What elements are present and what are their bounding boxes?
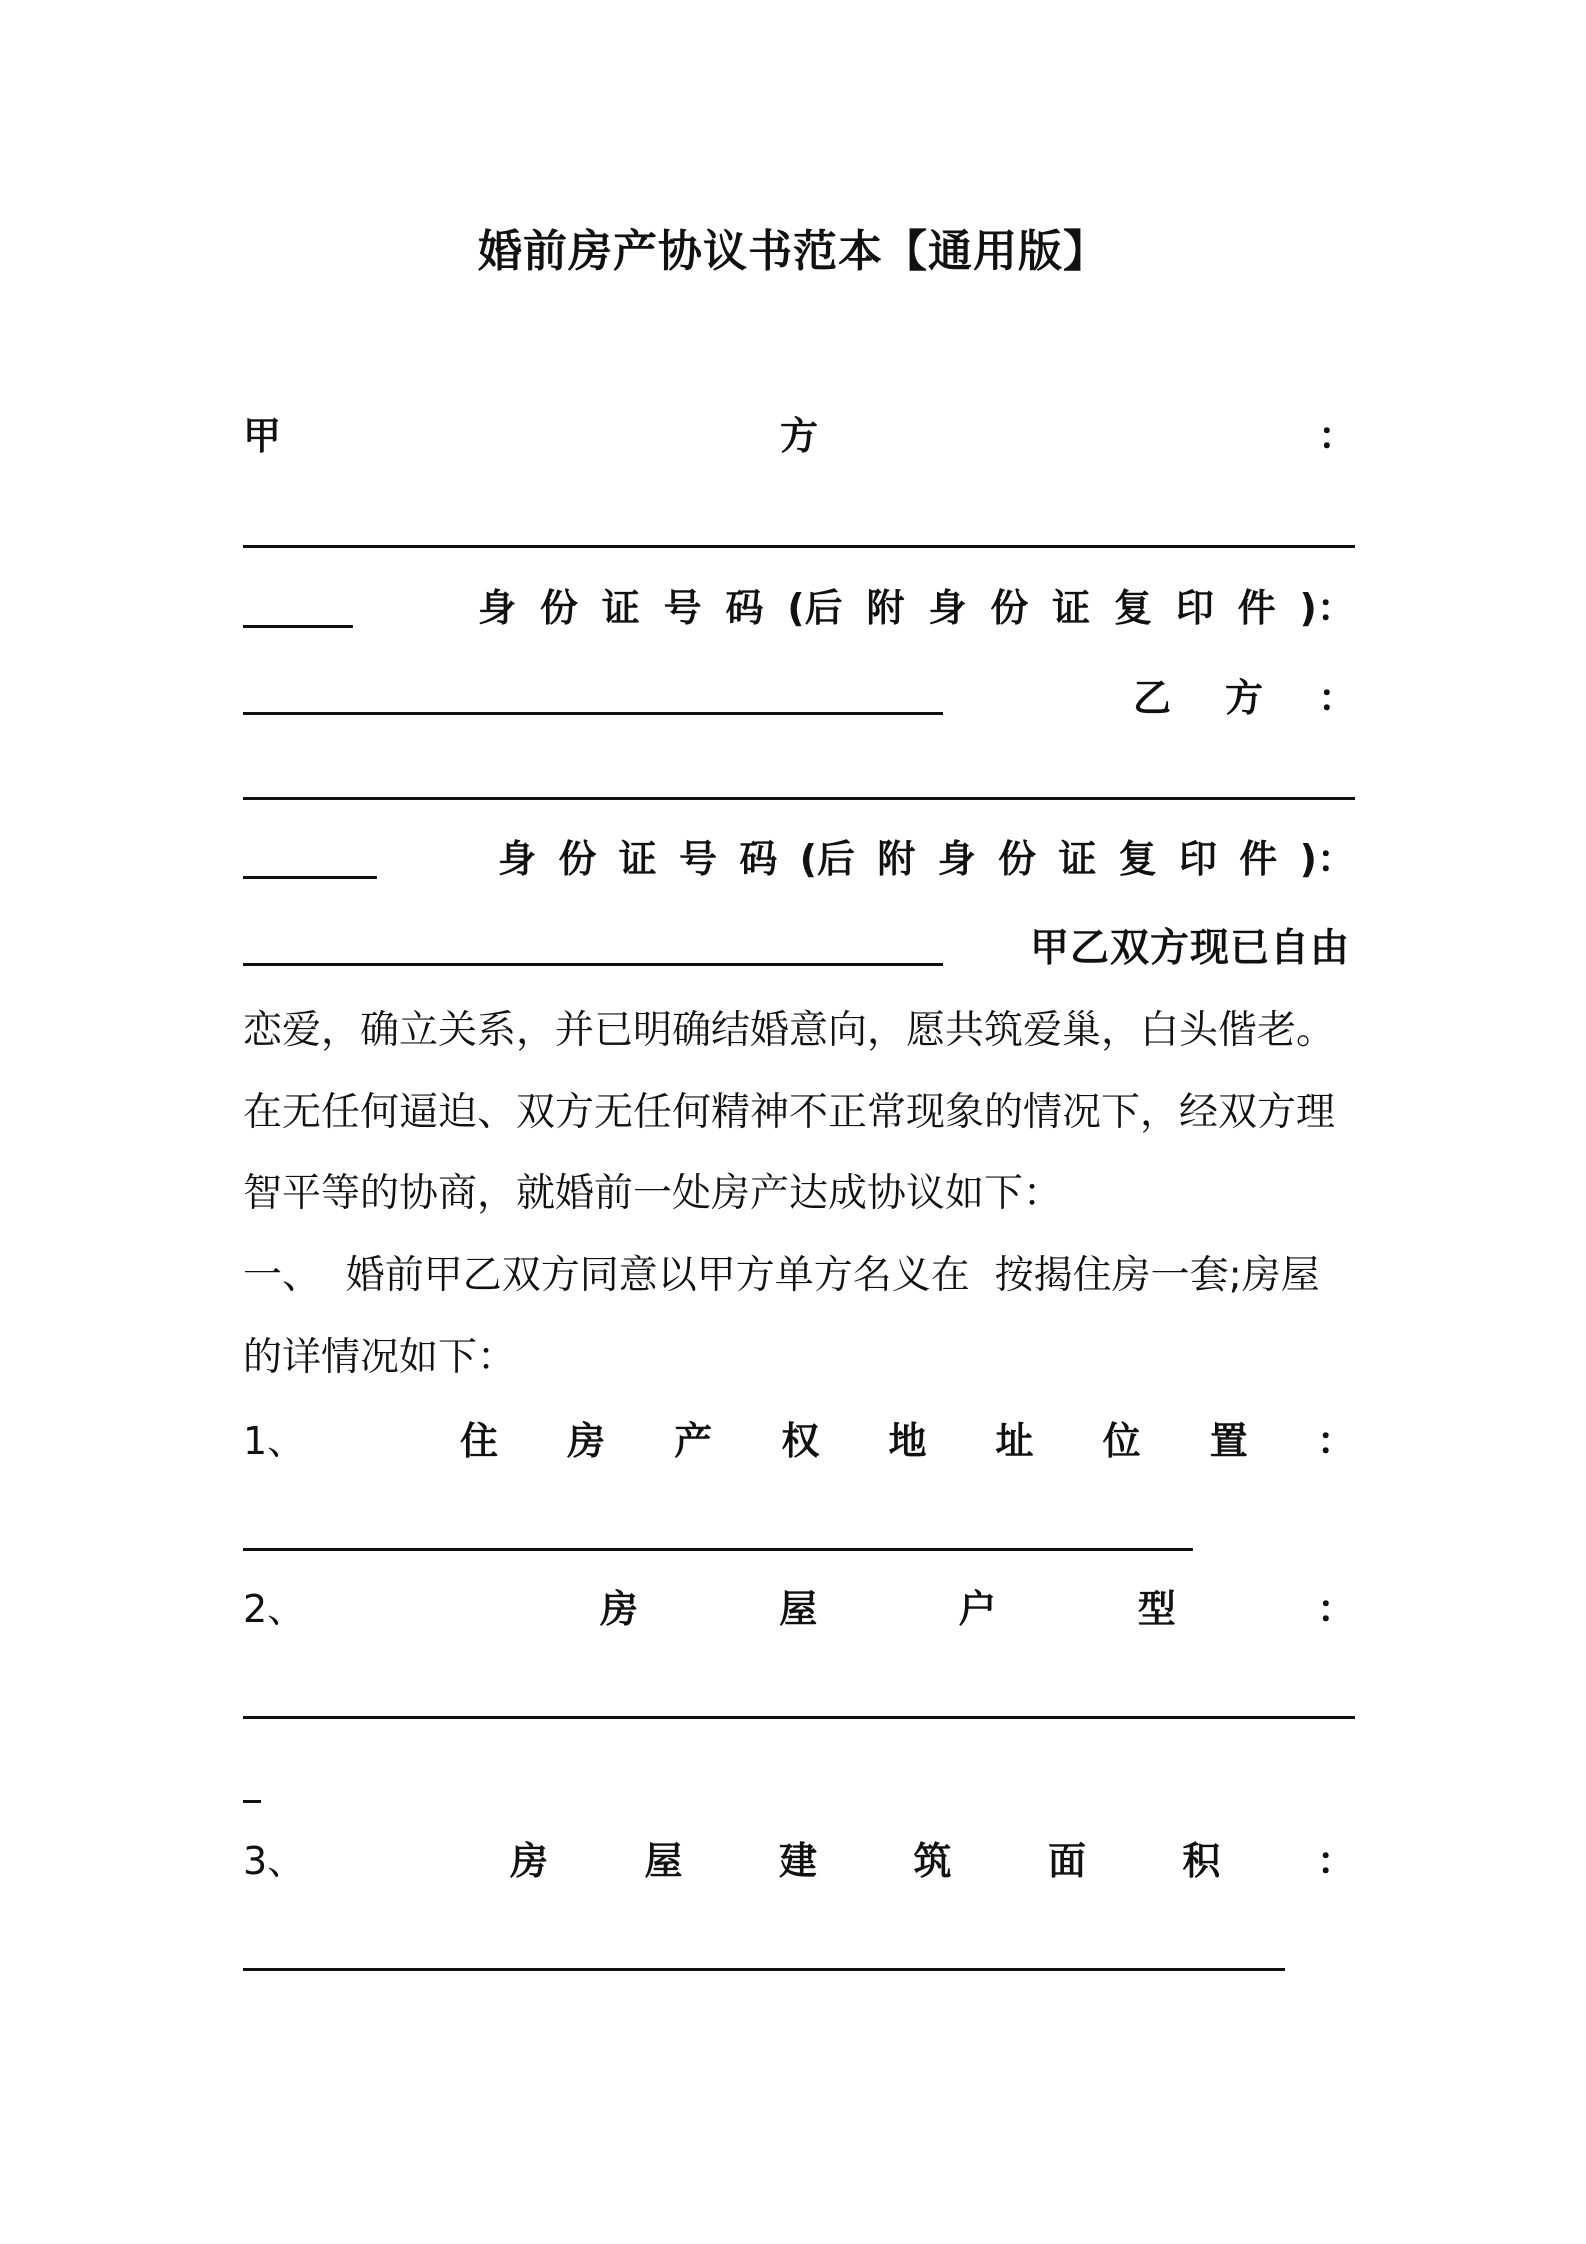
id-char: 证 <box>1058 837 1097 881</box>
party-a-id-blank <box>243 712 943 715</box>
party-a-name-blank-cont <box>243 625 353 628</box>
party-a-label-mid: 方 <box>780 414 819 458</box>
party-a-name-blank <box>243 545 1355 548</box>
intro-paragraph-line: 在无任何逼迫、双方无任何精神不正常现象的情况下，经双方理 <box>243 1090 1336 1135</box>
item-char: 屋 <box>779 1587 818 1631</box>
id-char: 号 <box>663 586 702 630</box>
id-char: 附 <box>866 586 905 630</box>
id-char: 证 <box>601 586 640 630</box>
party-b-id-blank <box>243 963 943 966</box>
id-char: (后 <box>799 837 856 881</box>
id-char: 份 <box>539 586 578 630</box>
party-b-name-blank-cont <box>243 876 377 879</box>
item-char: 型 <box>1137 1587 1176 1631</box>
intro-text-start: 甲乙双方现已自由 <box>1030 926 1351 971</box>
item-char: 户 <box>958 1587 997 1631</box>
item-char: 屋 <box>644 1839 683 1883</box>
id-char: 证 <box>618 837 657 881</box>
id-char: 号 <box>678 837 717 881</box>
item-3-label <box>510 1835 1355 1887</box>
id-char: 印 <box>1175 586 1214 630</box>
id-char: 件 <box>1239 837 1278 881</box>
party-b-label-mid: 方 <box>1225 676 1264 720</box>
item-1-blank <box>243 1548 1193 1551</box>
item-char: 地 <box>888 1419 927 1463</box>
id-char: )： <box>1299 586 1355 630</box>
party-b-colon: ： <box>1318 676 1357 720</box>
id-char: (后 <box>787 586 843 630</box>
id-char: 码 <box>739 837 778 881</box>
item-2-blank <box>243 1716 1355 1719</box>
id-char: 身 <box>498 837 537 881</box>
item-char: 址 <box>995 1419 1034 1463</box>
item-char: 住 <box>460 1419 499 1463</box>
clause-one-line: 的详情况如下： <box>243 1335 517 1380</box>
id-char: 证 <box>1052 586 1091 630</box>
id-char: 份 <box>558 837 597 881</box>
item-2-number: 2、 <box>243 1587 306 1631</box>
item-2-blank-cont <box>243 1800 261 1803</box>
id-char: 件 <box>1237 586 1276 630</box>
id-char: 份 <box>997 837 1036 881</box>
id-char: 复 <box>1113 586 1152 630</box>
item-2-label <box>600 1583 1355 1635</box>
id-char: 份 <box>990 586 1029 630</box>
item-3-blank <box>243 1968 1285 1971</box>
clause-one-line: 一、 婚前甲乙双方同意以甲方单方名义在 按揭住房一套;房屋 <box>243 1253 1320 1298</box>
id-char: 码 <box>725 586 764 630</box>
item-char: 产 <box>674 1419 713 1463</box>
party-a-id-label <box>478 582 1355 634</box>
id-char: )： <box>1299 837 1355 881</box>
document-title: 婚前房产协议书范本【通用版】 <box>478 226 1108 277</box>
item-char: ： <box>1316 1587 1355 1631</box>
party-b-label-left: 乙 <box>1133 676 1172 720</box>
item-1-number: 1、 <box>243 1419 306 1463</box>
intro-paragraph-line: 恋爱，确立关系，并已明确结婚意向，愿共筑爱巢，白头偕老。 <box>243 1008 1336 1053</box>
item-char: 位 <box>1102 1419 1141 1463</box>
id-char: 身 <box>928 586 967 630</box>
party-a-colon: ： <box>1318 414 1357 458</box>
id-char: 印 <box>1178 837 1217 881</box>
intro-paragraph-line: 智平等的协商，就婚前一处房产达成协议如下： <box>243 1171 1063 1216</box>
party-b-name-blank <box>243 797 1355 800</box>
id-char: 附 <box>877 837 916 881</box>
item-char: 置 <box>1209 1419 1248 1463</box>
party-a-label-left: 甲 <box>243 414 282 458</box>
id-char: 身 <box>478 586 517 630</box>
item-char: 权 <box>781 1419 820 1463</box>
item-char: 房 <box>567 1419 606 1463</box>
item-char: 筑 <box>913 1839 952 1883</box>
item-char: ： <box>1316 1839 1355 1883</box>
item-char: 面 <box>1047 1839 1086 1883</box>
item-char: 建 <box>778 1839 817 1883</box>
item-3-number: 3、 <box>243 1839 306 1883</box>
item-char: 房 <box>510 1839 549 1883</box>
item-char: 房 <box>600 1587 639 1631</box>
item-char: 积 <box>1182 1839 1221 1883</box>
item-1-label <box>460 1415 1355 1467</box>
item-char: ： <box>1316 1419 1355 1463</box>
party-b-id-label <box>498 833 1355 885</box>
id-char: 复 <box>1118 837 1157 881</box>
id-char: 身 <box>937 837 976 881</box>
